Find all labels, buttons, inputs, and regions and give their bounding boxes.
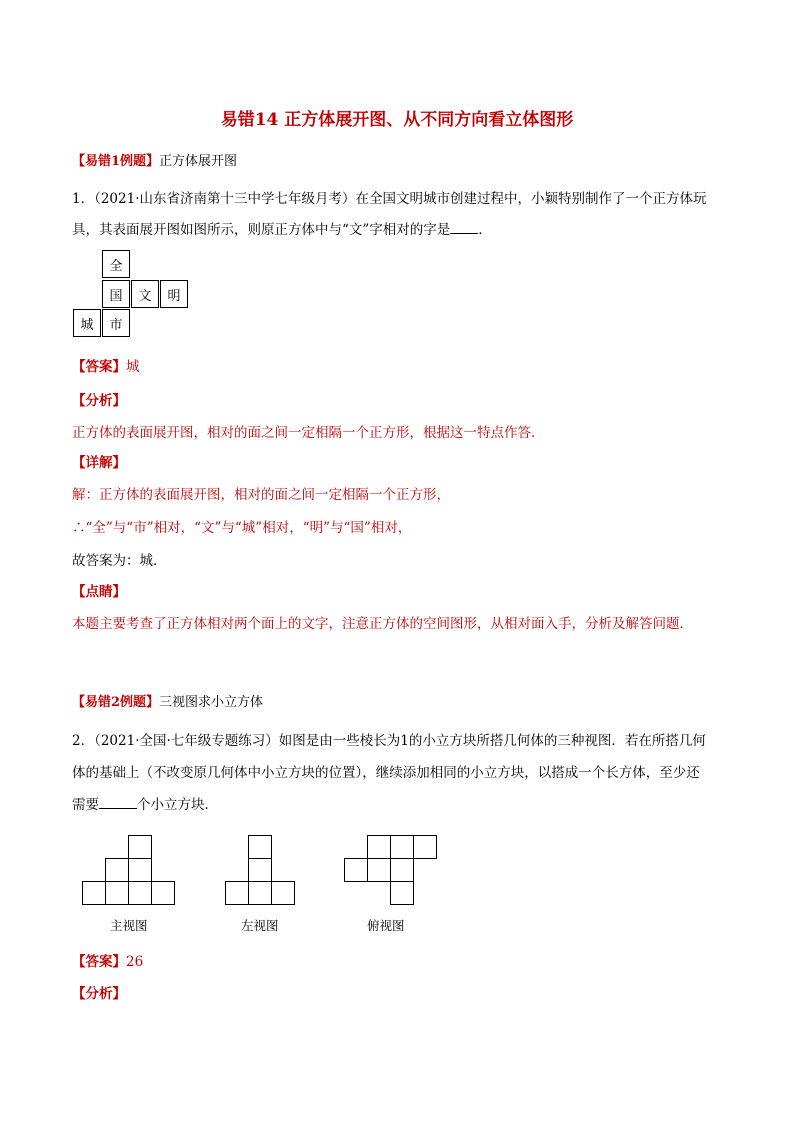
top-view-caption: 俯视图 — [367, 918, 405, 933]
detail1-line3: 故答案为：城． — [72, 553, 167, 569]
detail1-label: 【详解】 — [72, 455, 126, 471]
question1-line2 — [72, 218, 492, 238]
net-cell: 城 — [73, 309, 101, 337]
answer-blank — [450, 221, 478, 234]
net-cell: 全 — [102, 250, 130, 278]
question2-line2: 体的基础上（不改变原几何体中小立方块的位置），继续添加相同的小立方块，以搭成一个长方体，至少还 — [72, 765, 700, 781]
section2-tag-label: 【易错2例题】 — [72, 695, 160, 710]
view-square — [271, 881, 295, 905]
view-square — [225, 881, 249, 905]
page-title: 易错14 正方体展开图、从不同方向看立体图形 — [220, 110, 574, 130]
detail1-line1: 解：正方体的表面展开图，相对的面之间一定相隔一个正方形， — [72, 487, 450, 503]
view-square — [367, 835, 391, 859]
answer1-label: 【答案】 — [72, 359, 126, 375]
view-square — [128, 835, 152, 859]
question2-line3 — [72, 793, 218, 813]
view-square — [128, 881, 152, 905]
comment1-text: 本题主要考查了正方体相对两个面上的文字，注意正方体的空间图形，从相对面入手，分析及解答问题． — [72, 616, 693, 632]
analysis1-label: 【分析】 — [72, 393, 126, 409]
answer1-value: 城 — [126, 359, 140, 375]
view-square — [248, 835, 272, 859]
section2-tag-topic: 三视图求小立方体 — [159, 695, 264, 710]
view-square — [105, 881, 129, 905]
question2-line3-end: 个小立方块． — [137, 797, 218, 813]
analysis2-label: 【分析】 — [72, 986, 126, 1002]
net-cell: 市 — [102, 309, 130, 337]
net-cell: 明 — [160, 280, 188, 308]
view-square — [105, 858, 129, 882]
question2-line3-text: 需要 — [72, 797, 99, 813]
section1-tag-label: 【易错1例题】 — [72, 154, 160, 169]
question1-line1: 1．（2021·山东省济南第十三中学七年级月考）在全国文明城市创建过程中，小颖特别制作了一个正方体玩 — [72, 191, 707, 207]
view-square — [413, 835, 437, 859]
left-view-caption: 左视图 — [241, 918, 279, 933]
answer-blank — [99, 796, 137, 809]
view-square — [367, 858, 391, 882]
net-cell: 文 — [131, 280, 159, 308]
view-square — [248, 858, 272, 882]
view-square — [128, 858, 152, 882]
view-square — [82, 881, 106, 905]
view-square — [151, 881, 175, 905]
view-square — [390, 858, 414, 882]
view-square — [248, 881, 272, 905]
view-square — [344, 858, 368, 882]
answer1 — [72, 355, 140, 375]
answer2 — [72, 950, 143, 970]
question1-line2-text: 具，其表面展开图如图所示，则原正方体中与“文”字相对的字是 — [72, 222, 451, 238]
section1-tag — [72, 150, 237, 169]
view-square — [390, 881, 414, 905]
answer2-label: 【答案】 — [72, 954, 126, 970]
view-square — [390, 835, 414, 859]
answer2-value: 26 — [126, 954, 144, 970]
detail1-line2: ∴“全”与“市”相对，“文”与“城”相对，“明”与“国”相对， — [72, 520, 412, 536]
question2-line1: 2．（2021·全国·七年级专题练习）如图是由一些棱长为1的小立方块所搭几何体的三种视图．若在所搭几何 — [72, 733, 706, 749]
question1-line2-end: ． — [478, 222, 492, 238]
front-view-caption: 主视图 — [110, 918, 148, 933]
net-cell: 国 — [102, 280, 130, 308]
section2-tag — [72, 691, 263, 710]
analysis1-text: 正方体的表面展开图，相对的面之间一定相隔一个正方形，根据这一特点作答． — [72, 425, 545, 441]
section1-tag-topic: 正方体展开图 — [159, 154, 238, 169]
comment1-label: 【点睛】 — [72, 584, 126, 600]
